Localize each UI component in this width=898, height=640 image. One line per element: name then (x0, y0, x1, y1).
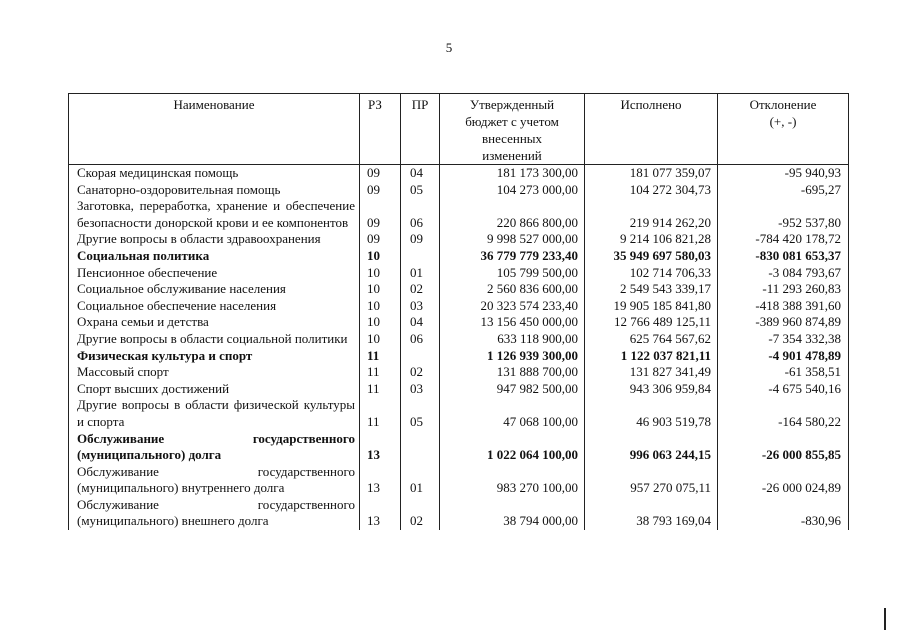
budget-execution-table (68, 93, 849, 530)
row-deviation-cell: -695,27 (718, 182, 849, 199)
row-executed-cell: 181 077 359,07 (585, 165, 718, 182)
row-approved-cell: 181 173 300,00 (440, 165, 585, 182)
row-executed-cell: 219 914 262,20 (585, 198, 718, 231)
header-rz: РЗ (360, 94, 401, 165)
row-pr-cell (401, 431, 440, 464)
row-rz-cell: 13 (360, 497, 401, 530)
header-approved-line-3: внесенных (481, 131, 543, 146)
row-rz-cell: 10 (360, 331, 401, 348)
header-approved-line-1: Утвержденный (469, 97, 555, 112)
row-deviation-cell: -4 675 540,16 (718, 381, 849, 398)
header-deviation-line-2: (+, -) (769, 114, 797, 129)
table-row (69, 331, 849, 348)
row-rz-cell: 09 (360, 231, 401, 248)
row-pr-cell: 03 (401, 381, 440, 398)
row-name-cell: Спорт высших достижений (69, 381, 360, 398)
row-deviation-cell: -3 084 793,67 (718, 265, 849, 282)
row-approved-cell: 131 888 700,00 (440, 364, 585, 381)
row-executed-cell: 131 827 341,49 (585, 364, 718, 381)
row-pr-cell: 06 (401, 331, 440, 348)
row-approved-cell: 1 022 064 100,00 (440, 431, 585, 464)
table-section-row (69, 248, 849, 265)
row-rz-cell: 11 (360, 397, 401, 430)
row-rz-cell: 10 (360, 314, 401, 331)
header-executed: Исполнено (585, 94, 718, 165)
row-pr-cell: 05 (401, 397, 440, 430)
row-name-cell: Физическая культура и спорт (69, 348, 360, 365)
row-name-cell: Санаторно-оздоровительная помощь (69, 182, 360, 199)
row-approved-cell: 36 779 779 233,40 (440, 248, 585, 265)
row-executed-cell: 2 549 543 339,17 (585, 281, 718, 298)
table-row (69, 314, 849, 331)
row-name-cell: Заготовка, переработка, хранение и обеспечение безопасности донорской крови и ее компонентов (69, 198, 360, 231)
row-pr-cell: 02 (401, 281, 440, 298)
row-rz-cell: 10 (360, 281, 401, 298)
row-approved-cell: 1 126 939 300,00 (440, 348, 585, 365)
table-row (69, 381, 849, 398)
row-deviation-cell: -7 354 332,38 (718, 331, 849, 348)
row-name-cell: Другие вопросы в области здравоохранения (69, 231, 360, 248)
row-executed-cell: 996 063 244,15 (585, 431, 718, 464)
row-name-cell: Охрана семьи и детства (69, 314, 360, 331)
row-deviation-cell: -830,96 (718, 497, 849, 530)
row-pr-cell (401, 248, 440, 265)
row-deviation-cell: -26 000 024,89 (718, 464, 849, 497)
row-executed-cell: 1 122 037 821,11 (585, 348, 718, 365)
row-pr-cell: 01 (401, 265, 440, 282)
header-approved-line-4: изменений (482, 148, 542, 163)
row-name-cell: Другие вопросы в области физической культуры и спорта (69, 397, 360, 430)
table-row (69, 231, 849, 248)
row-approved-cell: 947 982 500,00 (440, 381, 585, 398)
row-executed-cell: 104 272 304,73 (585, 182, 718, 199)
row-deviation-cell: -418 388 391,60 (718, 298, 849, 315)
row-rz-cell: 09 (360, 165, 401, 182)
row-pr-cell: 09 (401, 231, 440, 248)
row-pr-cell: 02 (401, 364, 440, 381)
header-pr: ПР (401, 94, 440, 165)
row-name-cell: Социальное обслуживание населения (69, 281, 360, 298)
row-executed-cell: 19 905 185 841,80 (585, 298, 718, 315)
row-deviation-cell: -61 358,51 (718, 364, 849, 381)
table-section-row (69, 348, 849, 365)
row-name-cell: Обслуживание государственного (муниципального) долга (69, 431, 360, 464)
row-name-cell: Скорая медицинская помощь (69, 165, 360, 182)
row-approved-cell: 220 866 800,00 (440, 198, 585, 231)
header-approved-budget (440, 94, 585, 165)
header-deviation-line-1: Отклонение (749, 97, 817, 112)
table-header-row (69, 94, 849, 165)
row-executed-cell: 957 270 075,11 (585, 464, 718, 497)
row-approved-cell: 104 273 000,00 (440, 182, 585, 199)
table-row (69, 397, 849, 430)
row-rz-cell: 09 (360, 182, 401, 199)
row-name-cell: Массовый спорт (69, 364, 360, 381)
table-row (69, 165, 849, 182)
row-deviation-cell: -952 537,80 (718, 198, 849, 231)
row-rz-cell: 09 (360, 198, 401, 231)
table-row (69, 281, 849, 298)
row-rz-cell: 11 (360, 348, 401, 365)
row-deviation-cell: -389 960 874,89 (718, 314, 849, 331)
row-pr-cell: 04 (401, 165, 440, 182)
page-edge-mark (884, 608, 886, 630)
row-pr-cell: 01 (401, 464, 440, 497)
row-deviation-cell: -11 293 260,83 (718, 281, 849, 298)
row-rz-cell: 13 (360, 431, 401, 464)
row-deviation-cell: -164 580,22 (718, 397, 849, 430)
row-approved-cell: 105 799 500,00 (440, 265, 585, 282)
table-row (69, 298, 849, 315)
row-executed-cell: 35 949 697 580,03 (585, 248, 718, 265)
table-row (69, 364, 849, 381)
row-rz-cell: 10 (360, 298, 401, 315)
row-rz-cell: 10 (360, 265, 401, 282)
row-deviation-cell: -4 901 478,89 (718, 348, 849, 365)
row-name-cell: Социальная политика (69, 248, 360, 265)
row-rz-cell: 10 (360, 248, 401, 265)
row-rz-cell: 11 (360, 381, 401, 398)
table-row (69, 497, 849, 530)
table-section-row (69, 431, 849, 464)
header-name: Наименование (69, 94, 360, 165)
row-approved-cell: 983 270 100,00 (440, 464, 585, 497)
row-pr-cell: 03 (401, 298, 440, 315)
table-row (69, 198, 849, 231)
row-pr-cell: 04 (401, 314, 440, 331)
row-executed-cell: 12 766 489 125,11 (585, 314, 718, 331)
row-approved-cell: 20 323 574 233,40 (440, 298, 585, 315)
row-pr-cell: 02 (401, 497, 440, 530)
row-executed-cell: 625 764 567,62 (585, 331, 718, 348)
row-pr-cell: 06 (401, 198, 440, 231)
row-approved-cell: 9 998 527 000,00 (440, 231, 585, 248)
header-deviation (718, 94, 849, 165)
row-approved-cell: 38 794 000,00 (440, 497, 585, 530)
row-deviation-cell: -95 940,93 (718, 165, 849, 182)
table-row (69, 265, 849, 282)
row-deviation-cell: -26 000 855,85 (718, 431, 849, 464)
row-executed-cell: 943 306 959,84 (585, 381, 718, 398)
table-body (69, 165, 849, 531)
table-row (69, 464, 849, 497)
row-executed-cell: 38 793 169,04 (585, 497, 718, 530)
row-rz-cell: 13 (360, 464, 401, 497)
row-name-cell: Обслуживание государственного (муниципального) внешнего долга (69, 497, 360, 530)
row-deviation-cell: -830 081 653,37 (718, 248, 849, 265)
table-row (69, 182, 849, 199)
row-executed-cell: 102 714 706,33 (585, 265, 718, 282)
row-rz-cell: 11 (360, 364, 401, 381)
row-executed-cell: 46 903 519,78 (585, 397, 718, 430)
row-approved-cell: 2 560 836 600,00 (440, 281, 585, 298)
row-name-cell: Социальное обеспечение населения (69, 298, 360, 315)
page-number: 5 (445, 40, 453, 55)
row-name-cell: Другие вопросы в области социальной политики (69, 331, 360, 348)
row-approved-cell: 633 118 900,00 (440, 331, 585, 348)
row-pr-cell (401, 348, 440, 365)
header-approved-line-2: бюджет с учетом (465, 114, 559, 129)
row-pr-cell: 05 (401, 182, 440, 199)
row-approved-cell: 13 156 450 000,00 (440, 314, 585, 331)
row-deviation-cell: -784 420 178,72 (718, 231, 849, 248)
budget-table-container (68, 93, 848, 530)
row-executed-cell: 9 214 106 821,28 (585, 231, 718, 248)
row-name-cell: Пенсионное обеспечение (69, 265, 360, 282)
row-approved-cell: 47 068 100,00 (440, 397, 585, 430)
row-name-cell: Обслуживание государственного (муниципального) внутреннего долга (69, 464, 360, 497)
